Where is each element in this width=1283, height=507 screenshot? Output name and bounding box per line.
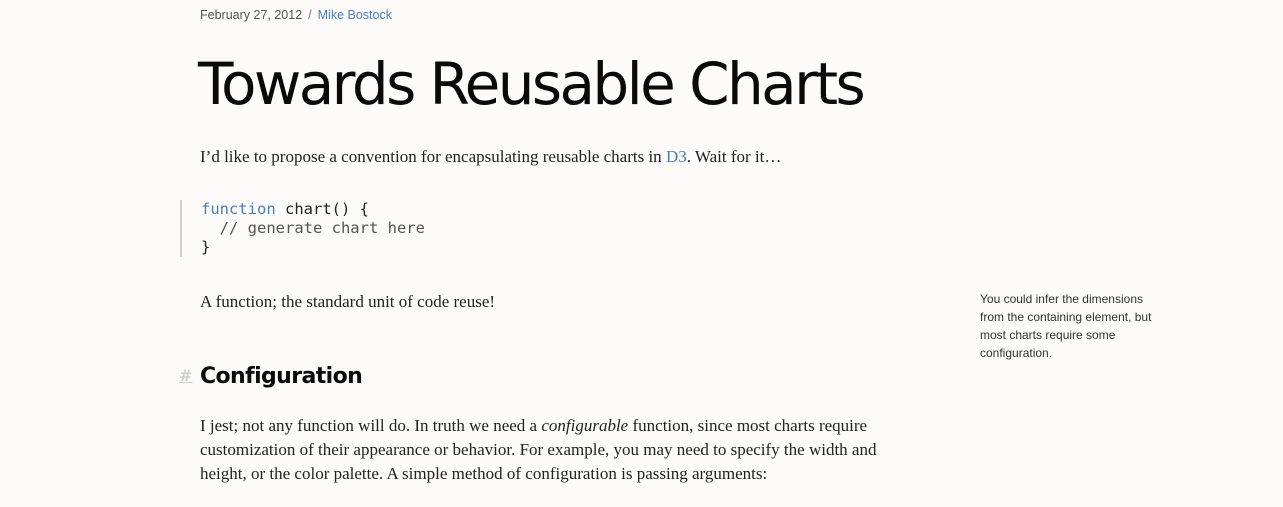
intro-paragraph bbox=[200, 145, 781, 169]
config-text-before: I jest; not any function will do. In truth we need a bbox=[200, 416, 542, 435]
publish-date: February 27, 2012 bbox=[200, 8, 303, 22]
section-anchor-link[interactable]: # bbox=[179, 366, 193, 385]
intro-text-after: . Wait for it… bbox=[686, 147, 782, 166]
code-line-1: chart() { bbox=[275, 200, 369, 218]
page-title: Towards Reusable Charts bbox=[198, 50, 864, 118]
meta-separator: / bbox=[308, 8, 312, 22]
config-emphasis: configurable bbox=[541, 416, 629, 435]
sidenote: You could infer the dimensions from the containing element, but most charts require some configuration. bbox=[980, 292, 1152, 360]
code-line-3: } bbox=[201, 238, 211, 256]
author-link[interactable]: Mike Bostock bbox=[317, 8, 392, 22]
config-text-after: function, since most charts require customization of their appearance or behavior. For example, you may need to specify the width and height, or the color palette. A simple method of configuration is passing arguments: bbox=[200, 416, 877, 483]
code-keyword: function bbox=[201, 200, 276, 218]
section-heading: Configuration bbox=[200, 364, 363, 389]
function-paragraph: A function; the standard unit of code reuse! bbox=[200, 292, 496, 311]
article-meta bbox=[200, 8, 392, 22]
code-comment: // generate chart here bbox=[201, 219, 425, 237]
code-block bbox=[180, 200, 425, 257]
config-paragraph bbox=[200, 414, 915, 486]
d3-link[interactable]: D3 bbox=[665, 147, 687, 166]
intro-text-before: I’d like to propose a convention for encapsulating reusable charts in bbox=[200, 147, 666, 166]
